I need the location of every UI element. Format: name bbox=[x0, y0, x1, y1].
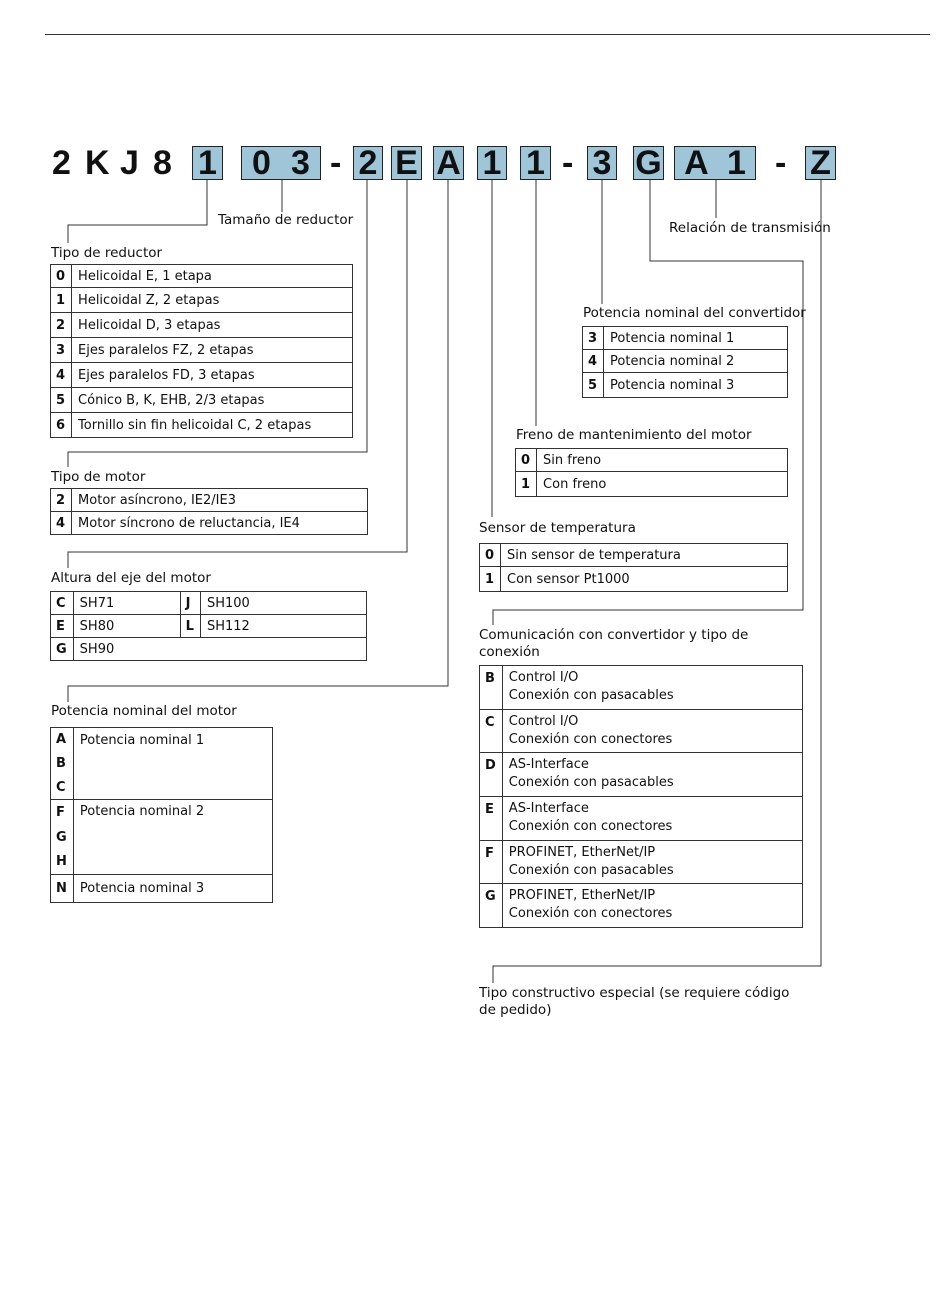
table-row: E SH80 L SH112 bbox=[51, 615, 367, 638]
table-row: 5 Cónico B, K, EHB, 2/3 etapas bbox=[51, 388, 353, 413]
label-communication: Comunicación con convertidor y tipo de conexión bbox=[479, 627, 749, 660]
table-row: 4 Potencia nominal 2 bbox=[583, 350, 788, 373]
table-row: 6 Tornillo sin fin helicoidal C, 2 etapas bbox=[51, 413, 353, 438]
code-box-ratio: A 1 bbox=[674, 146, 756, 180]
table-temp-sensor bbox=[479, 543, 788, 592]
table-row: G SH90 bbox=[51, 638, 367, 661]
code-char-k: K bbox=[85, 144, 110, 182]
code-box-brake: 1 bbox=[520, 146, 551, 180]
label-gear-type: Tipo de reductor bbox=[51, 245, 163, 261]
table-row: D AS-Interface Conexión con pasacables bbox=[480, 753, 803, 797]
table-row: E AS-Interface Conexión con conectores bbox=[480, 797, 803, 841]
table-inverter-power bbox=[582, 326, 788, 398]
table-row: N Potencia nominal 3 bbox=[51, 875, 273, 903]
table-row: F Potencia nominal 2 bbox=[51, 800, 273, 825]
code-dash-1: - bbox=[330, 144, 342, 182]
table-row: 2 Motor asíncrono, IE2/IE3 bbox=[51, 489, 368, 512]
line-gear-type bbox=[68, 180, 207, 243]
table-row: 5 Potencia nominal 3 bbox=[583, 373, 788, 398]
table-row: 3 Ejes paralelos FZ, 2 etapas bbox=[51, 338, 353, 363]
table-row: 1 Con freno bbox=[516, 472, 788, 497]
table-row: F PROFINET, EtherNet/IP Conexión con pasacables bbox=[480, 841, 803, 884]
table-row: C Control I/O Conexión con conectores bbox=[480, 710, 803, 753]
code-box-motor-power: A bbox=[433, 146, 464, 180]
label-brake: Freno de mantenimiento del motor bbox=[516, 427, 752, 443]
code-box-inverter-power: 3 bbox=[587, 146, 617, 180]
code-char-j: J bbox=[120, 144, 139, 182]
code-box-motor-type: 2 bbox=[353, 146, 383, 180]
label-temp-sensor: Sensor de temperatura bbox=[479, 520, 636, 536]
code-box-gear-size: 0 3 bbox=[241, 146, 321, 180]
code-box-temp-sensor: 1 bbox=[477, 146, 507, 180]
label-motor-type: Tipo de motor bbox=[51, 469, 146, 485]
table-row: 1 Con sensor Pt1000 bbox=[480, 567, 788, 592]
table-gear-type bbox=[50, 264, 353, 438]
label-special-type: Tipo constructivo especial (se requiere código de pedido) bbox=[479, 985, 790, 1018]
code-dash-3: - bbox=[775, 144, 787, 182]
table-row: 3 Potencia nominal 1 bbox=[583, 327, 788, 350]
code-dash-2: - bbox=[562, 144, 574, 182]
table-motor-power: A Potencia nominal 1 B C F Potencia nominal 2 G H N Potencia nominal 3 bbox=[50, 727, 273, 903]
label-gear-size: Tamaño de reductor bbox=[218, 212, 354, 228]
table-shaft-height bbox=[50, 591, 367, 661]
code-box-special: Z bbox=[805, 146, 836, 180]
table-row: 0 Sin freno bbox=[516, 449, 788, 472]
label-ratio: Relación de transmisión bbox=[669, 220, 831, 236]
table-row: G PROFINET, EtherNet/IP Conexión con conectores bbox=[480, 884, 803, 928]
table-row: 0 Sin sensor de temperatura bbox=[480, 544, 788, 567]
code-char-2: 2 bbox=[52, 144, 71, 182]
table-row: A Potencia nominal 1 bbox=[51, 728, 273, 752]
code-char-8: 8 bbox=[153, 144, 172, 182]
table-row: 2 Helicoidal D, 3 etapas bbox=[51, 313, 353, 338]
table-row: 4 Motor síncrono de reluctancia, IE4 bbox=[51, 512, 368, 535]
label-inverter-power: Potencia nominal del convertidor bbox=[583, 305, 806, 321]
table-row: 1 Helicoidal Z, 2 etapas bbox=[51, 288, 353, 313]
label-motor-power: Potencia nominal del motor bbox=[51, 703, 237, 719]
table-motor-type bbox=[50, 488, 368, 535]
code-box-shaft-height: E bbox=[391, 146, 422, 180]
table-row: 0 Helicoidal E, 1 etapa bbox=[51, 265, 353, 288]
label-shaft-height: Altura del eje del motor bbox=[51, 570, 211, 586]
code-box-gear-type: 1 bbox=[192, 146, 223, 180]
table-row: 4 Ejes paralelos FD, 3 etapas bbox=[51, 363, 353, 388]
table-brake bbox=[515, 448, 788, 497]
table-row: B Control I/O Conexión con pasacables bbox=[480, 666, 803, 710]
table-row: C SH71 J SH100 bbox=[51, 592, 367, 615]
code-box-communication: G bbox=[633, 146, 664, 180]
table-communication bbox=[479, 665, 803, 928]
